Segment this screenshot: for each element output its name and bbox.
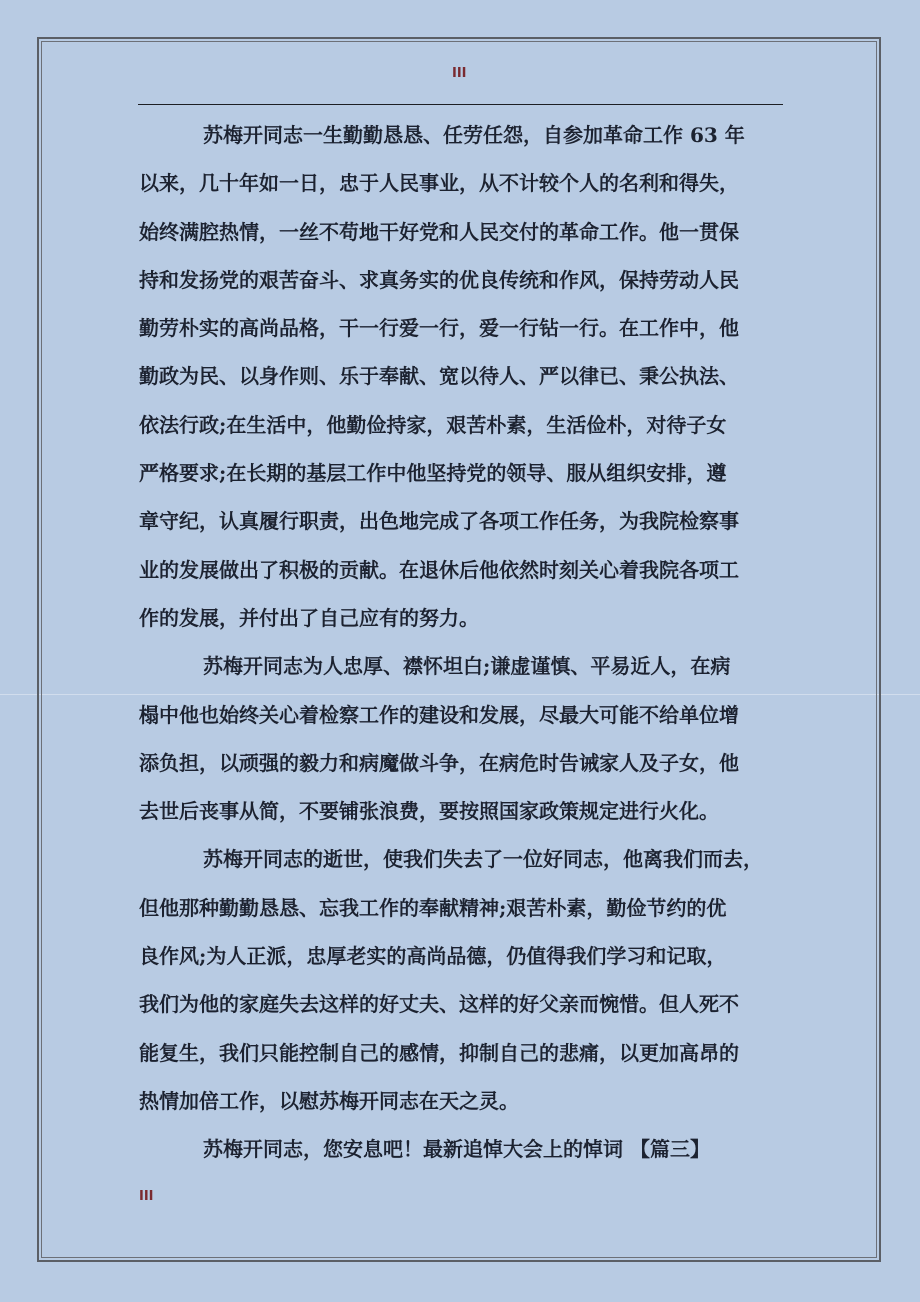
paragraph-line: 去世后丧事从简，不要铺张浪费，要按照国家政策规定进行火化。 — [139, 799, 719, 824]
paragraph-line: 苏梅开同志为人忠厚、襟怀坦白;谦虚谨慎、平易近人，在病 — [203, 654, 731, 679]
paragraph-line: 良作风;为人正派，忠厚老实的高尚品德，仍值得我们学习和记取， — [139, 944, 727, 969]
paragraph-line: 添负担，以顽强的毅力和病魔做斗争，在病危时告诫家人及子女，他 — [139, 750, 739, 775]
paragraph-line: 苏梅开同志一生勤勤恳恳、任劳任怨，自参加革命工作 63 年 — [203, 123, 745, 147]
paragraph-2 — [139, 642, 799, 835]
paragraph-line: 苏梅开同志，您安息吧！最新追悼大会上的悼词 【篇三】 — [203, 1137, 710, 1162]
footer-mark: III — [139, 1189, 154, 1204]
header-mark: III — [452, 66, 467, 81]
paragraph-line: 但他那种勤勤恳恳、忘我工作的奉献精神;艰苦朴素，勤俭节约的优 — [139, 895, 727, 920]
paragraph-line: 热情加倍工作，以慰苏梅开同志在天之灵。 — [139, 1088, 519, 1113]
paragraph-line: 能复生，我们只能控制自己的感情，抑制自己的悲痛，以更加高昂的 — [139, 1040, 739, 1065]
paragraph-line: 始终满腔热情，一丝不苟地干好党和人民交付的革命工作。他一贯保 — [139, 219, 739, 244]
paragraph-4 — [139, 1125, 799, 1173]
paragraph-line: 榻中他也始终关心着检察工作的建设和发展，尽最大可能不给单位增 — [139, 702, 739, 727]
paragraph-line: 严格要求;在长期的基层工作中他坚持党的领导、服从组织安排，遵 — [139, 461, 727, 486]
paragraph-line: 章守纪，认真履行职责，出色地完成了各项工作任务，为我院检察事 — [139, 509, 739, 534]
paragraph-line: 勤劳朴实的高尚品格，干一行爱一行，爱一行钻一行。在工作中，他 — [139, 316, 739, 341]
document-body — [139, 111, 799, 1174]
paragraph-1 — [139, 111, 799, 642]
paragraph-line: 依法行政;在生活中，他勤俭持家，艰苦朴素，生活俭朴，对待子女 — [139, 412, 727, 437]
paragraph-line: 以来，几十年如一日，忠于人民事业，从不计较个人的名利和得失， — [139, 171, 739, 196]
paragraph-line: 持和发扬党的艰苦奋斗、求真务实的优良传统和作风，保持劳动人民 — [139, 267, 739, 292]
paragraph-3 — [139, 835, 799, 1125]
paragraph-line: 苏梅开同志的逝世，使我们失去了一位好同志，他离我们而去， — [203, 847, 763, 872]
paragraph-line: 作的发展，并付出了自己应有的努力。 — [139, 605, 479, 630]
paragraph-line: 我们为他的家庭失去这样的好丈夫、这样的好父亲而惋惜。但人死不 — [139, 992, 739, 1017]
paragraph-line: 业的发展做出了积极的贡献。在退休后他依然时刻关心着我院各项工 — [139, 557, 739, 582]
header-rule — [138, 104, 783, 105]
paragraph-line: 勤政为民、以身作则、乐于奉献、宽以待人、严以律已、秉公执法、 — [139, 364, 739, 389]
